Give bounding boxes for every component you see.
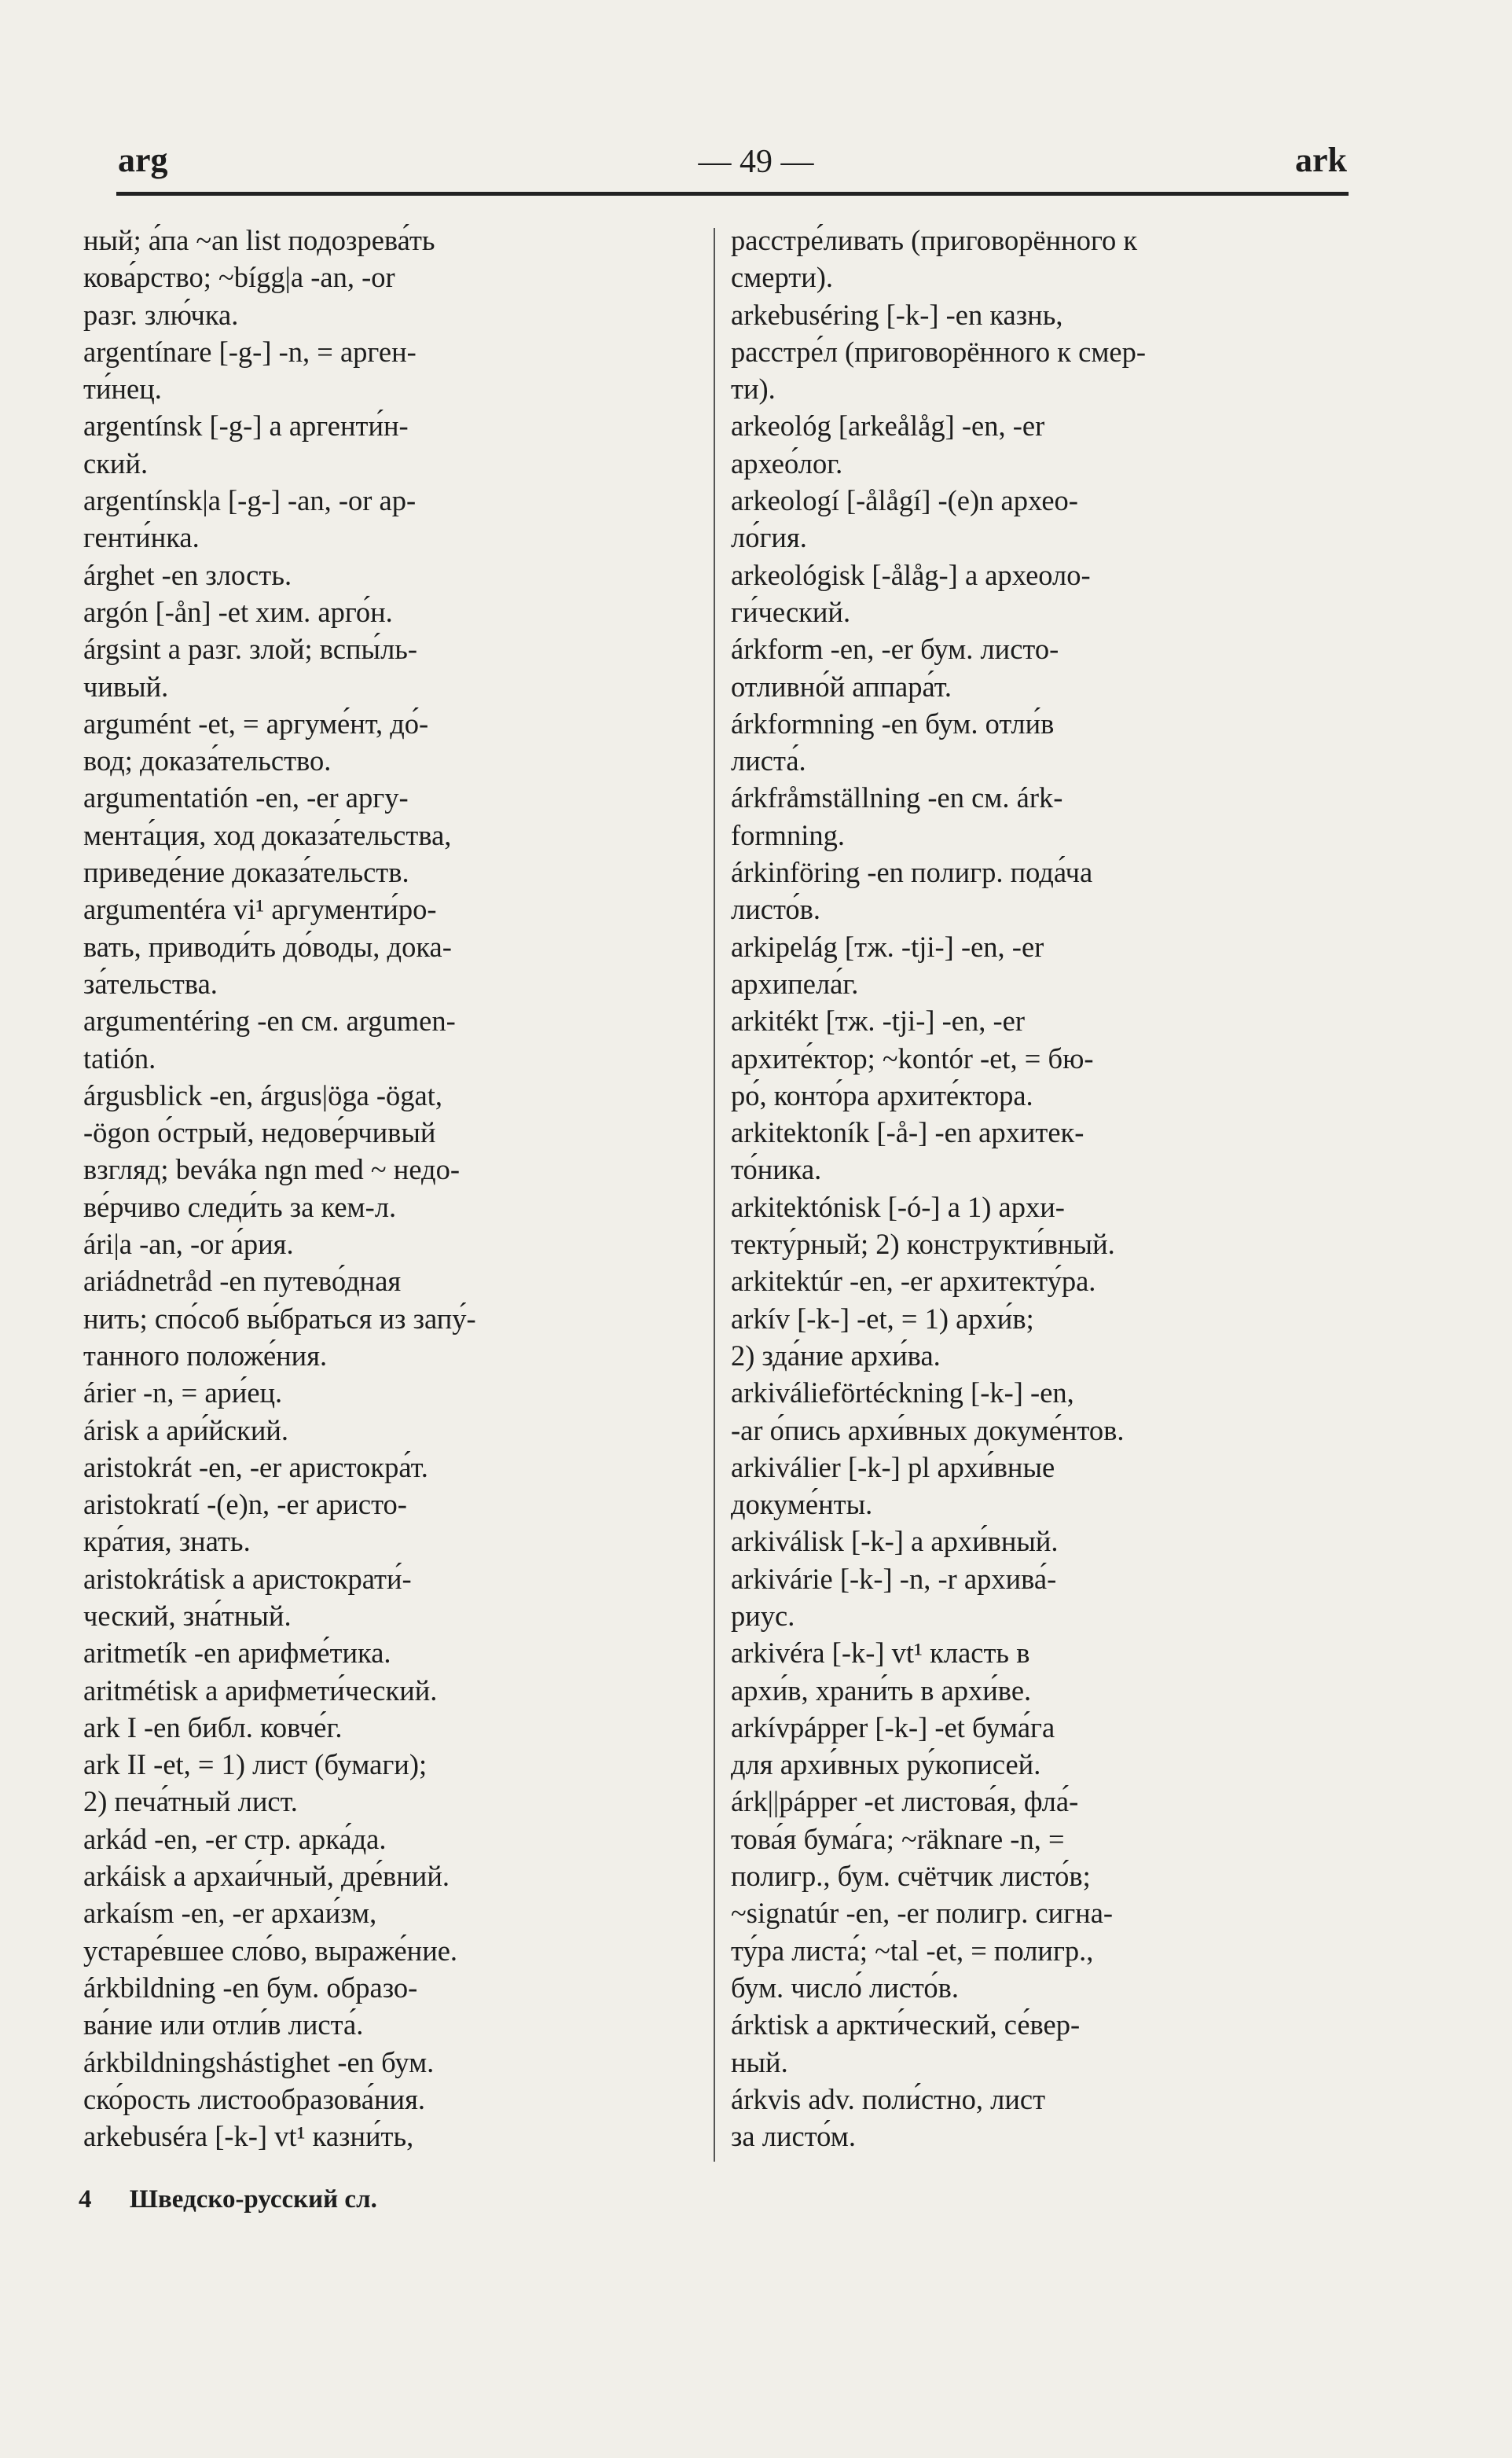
entry-line: árgsint a разг. злой; вспы́ль- (83, 633, 418, 666)
entry-line: чивый. (83, 670, 169, 703)
entry-line: arkivéra [-k-] vt¹ класть в (731, 1637, 1030, 1670)
entry-line: arkiválier [-k-] pl архи́вные (731, 1450, 1055, 1483)
entry-line: това́я бума́га; ~räknare -n, = (731, 1822, 1065, 1855)
entry-line: листо́в. (731, 893, 821, 926)
entry-line: кра́тия, знать. (83, 1525, 251, 1558)
entry-line: argentínare [-g-] -n, = арген- (83, 335, 417, 368)
entry-line: arkiválieförtéckning [-k-] -en, (731, 1376, 1074, 1409)
entry-line: argón [-ån] -et хим. арго́н. (83, 595, 393, 628)
entry-line: argumentéra vi¹ аргументи́ро- (83, 893, 437, 926)
entry-line: полигр., бум. счётчик листо́в; (731, 1860, 1091, 1893)
entry-line: то́ника. (731, 1153, 822, 1186)
entry-line: смерти). (731, 261, 834, 294)
entry-line: -ögon о́стрый, недове́рчивый (83, 1116, 436, 1149)
entry-line: aritmetík -en арифме́тика. (83, 1637, 391, 1670)
entry-line: нить; спо́соб вы́браться из запу́- (83, 1302, 476, 1335)
entry-line: arkitektónisk [-ó-] a 1) архи- (731, 1190, 1065, 1223)
entry-line: argumentatión -en, -er аргу- (83, 781, 409, 814)
entry-line: ark II -et, = 1) лист (бумаги); (83, 1748, 428, 1781)
entry-line: ло́гия. (731, 521, 807, 554)
entry-line: для архи́вных ру́кописей. (731, 1748, 1041, 1781)
entry-line: -ar о́пись архи́вных докуме́нтов. (731, 1413, 1125, 1446)
page-number: — 49 — (698, 144, 814, 180)
entry-line: ско́рость листообразова́ния. (83, 2082, 425, 2115)
entry-line: за́тельства. (83, 967, 218, 1000)
entry-line: árk||pápper -et листова́я, фла́- (731, 1785, 1079, 1818)
entry-line: ariádnetråd -en путево́дная (83, 1265, 402, 1298)
entry-line: риус. (731, 1599, 795, 1632)
entry-line: árktisk a аркти́ческий, се́вер- (731, 2008, 1081, 2041)
right-column (731, 222, 1348, 2155)
entry-line: бум. число́ листо́в. (731, 1971, 960, 2004)
entry-line: ва́ние или отли́в листа́. (83, 2008, 364, 2041)
entry-line: arkiválisk [-k-] a архи́вный. (731, 1525, 1059, 1558)
entry-line: за листо́м. (731, 2120, 856, 2153)
entry-line: arkebuséring [-k-] -en казнь, (731, 298, 1063, 331)
entry-line: aristokrátisk a аристократи́- (83, 1562, 412, 1595)
entry-line: устаре́вшее сло́во, выраже́ние. (83, 1934, 458, 1967)
entry-line: árkvis adv. поли́стно, лист (731, 2082, 1046, 2115)
entry-line: танного положе́ния. (83, 1339, 328, 1372)
column-divider (714, 228, 715, 2162)
entry-line: генти́нка. (83, 521, 200, 554)
entry-line: кова́рство; ~bígg|a -an, -or (83, 261, 395, 294)
left-column (83, 222, 704, 2155)
entry-line: ark I -en библ. ковче́г. (83, 1710, 343, 1743)
entry-line: árkbildningshástighet -en бум. (83, 2045, 435, 2078)
header-left-guideword: arg (118, 141, 168, 179)
entry-line: arkád -en, -er стр. арка́да. (83, 1822, 387, 1855)
entry-line: argentínsk|a [-g-] -an, -or ар- (83, 484, 417, 517)
signature-number: 4 (79, 2185, 92, 2214)
entry-line: argumentéring -en см. argumen- (83, 1005, 456, 1038)
entry-line: formning. (731, 818, 845, 851)
entry-line: мента́ция, ход доказа́тельства, (83, 818, 452, 851)
entry-line: arkitektúr -en, -er архитекту́ра. (731, 1265, 1096, 1298)
entry-line: листа́. (731, 744, 806, 777)
entry-line: árkformning -en бум. отли́в (731, 707, 1055, 740)
entry-line: ти). (731, 373, 776, 406)
entry-line: argentínsk [-g-] a аргенти́н- (83, 410, 409, 443)
page-footer (79, 2185, 377, 2214)
entry-line: ~signatúr -en, -er полигр. сигна- (731, 1897, 1114, 1930)
entry-line: разг. злю́чка. (83, 298, 239, 331)
entry-line: árkform -en, -er бум. листо- (731, 633, 1059, 666)
entry-line: ро́, конто́ра архите́ктора. (731, 1078, 1033, 1111)
entry-line: aristokratí -(e)n, -er аристо- (83, 1488, 407, 1521)
entry-line: приведе́ние доказа́тельств. (83, 856, 409, 889)
entry-line: ский. (83, 446, 149, 479)
entry-line: arkaísm -en, -er архаи́зм, (83, 1897, 377, 1930)
entry-line: ги́ческий. (731, 595, 851, 628)
entry-line: aristokrát -en, -er аристокра́т. (83, 1450, 428, 1483)
header-rule (116, 192, 1349, 196)
entry-line: arkív [-k-] -et, = 1) архи́в; (731, 1302, 1034, 1335)
header-right-guideword: ark (1295, 141, 1347, 179)
entry-line: архео́лог. (731, 446, 843, 479)
entry-line: текту́рный; 2) конструкти́вный. (731, 1228, 1115, 1261)
signature-title: Шведско-русский сл. (129, 2185, 377, 2214)
entry-line: вод; доказа́тельство. (83, 744, 332, 777)
entry-line: árkfråmställning -en см. árk- (731, 781, 1063, 814)
entry-line: árier -n, = ари́ец. (83, 1376, 283, 1409)
entry-line: докуме́нты. (731, 1488, 873, 1521)
entry-line: архипела́г. (731, 967, 859, 1000)
entry-line: расстре́л (приговорённого к смер- (731, 335, 1147, 368)
entry-line: arkeológisk [-ålåg-] a археоло- (731, 558, 1091, 591)
entry-line: ный; а́па ~an list подозрева́ть (83, 224, 435, 256)
entry-line: arkáisk a архаи́чный, дре́вний. (83, 1860, 450, 1893)
entry-line: 2) зда́ние архи́ва. (731, 1339, 941, 1372)
entry-line: arkívpápper [-k-] -et бума́га (731, 1710, 1055, 1743)
entry-line: arkeológ [arkeålåg] -en, -er (731, 410, 1045, 443)
entry-line: arkipelág [тж. -tji-] -en, -er (731, 930, 1044, 963)
entry-line: 2) печа́тный лист. (83, 1785, 298, 1818)
entry-line: árisk a ари́йский. (83, 1413, 289, 1446)
entry-line: arkebuséra [-k-] vt¹ казни́ть, (83, 2120, 414, 2153)
entry-line: вать, приводи́ть до́воды, дока- (83, 930, 452, 963)
entry-line: архите́ктор; ~kontór -et, = бю- (731, 1042, 1094, 1075)
entry-line: árkinföring -en полигр. пода́ча (731, 856, 1093, 889)
entry-line: árghet -en злость. (83, 558, 292, 591)
entry-line: расстре́ливать (приговорённого к (731, 224, 1138, 256)
entry-line: ве́рчиво следи́ть за кем-л. (83, 1190, 397, 1223)
entry-line: árgusblick -en, árgus|öga -ögat, (83, 1078, 443, 1111)
entry-line: ти́нец. (83, 373, 162, 406)
entry-line: отливно́й аппара́т. (731, 670, 952, 703)
entry-line: ту́ра листа́; ~tal -et, = полигр., (731, 1934, 1094, 1967)
entry-line: argumént -et, = аргуме́нт, до́- (83, 707, 429, 740)
entry-line: arkitékt [тж. -tji-] -en, -er (731, 1005, 1026, 1038)
entry-line: arkivárie [-k-] -n, -r архива́- (731, 1562, 1057, 1595)
entry-line: архи́в, храни́ть в архи́ве. (731, 1674, 1032, 1707)
entry-line: arkeologí [-ålågí] -(e)n архео- (731, 484, 1078, 517)
entry-line: ári|a -an, -or а́рия. (83, 1228, 294, 1261)
entry-line: взгляд; beváka ngn med ~ недо- (83, 1153, 461, 1186)
entry-line: árkbildning -en бум. образо- (83, 1971, 418, 2004)
entry-line: ческий, зна́тный. (83, 1599, 292, 1632)
entry-line: arkitektoník [-å-] -en архитек- (731, 1116, 1084, 1149)
entry-line: tatión. (83, 1042, 156, 1075)
entry-line: ный. (731, 2045, 788, 2078)
entry-line: aritmétisk a арифмети́ческий. (83, 1674, 438, 1707)
